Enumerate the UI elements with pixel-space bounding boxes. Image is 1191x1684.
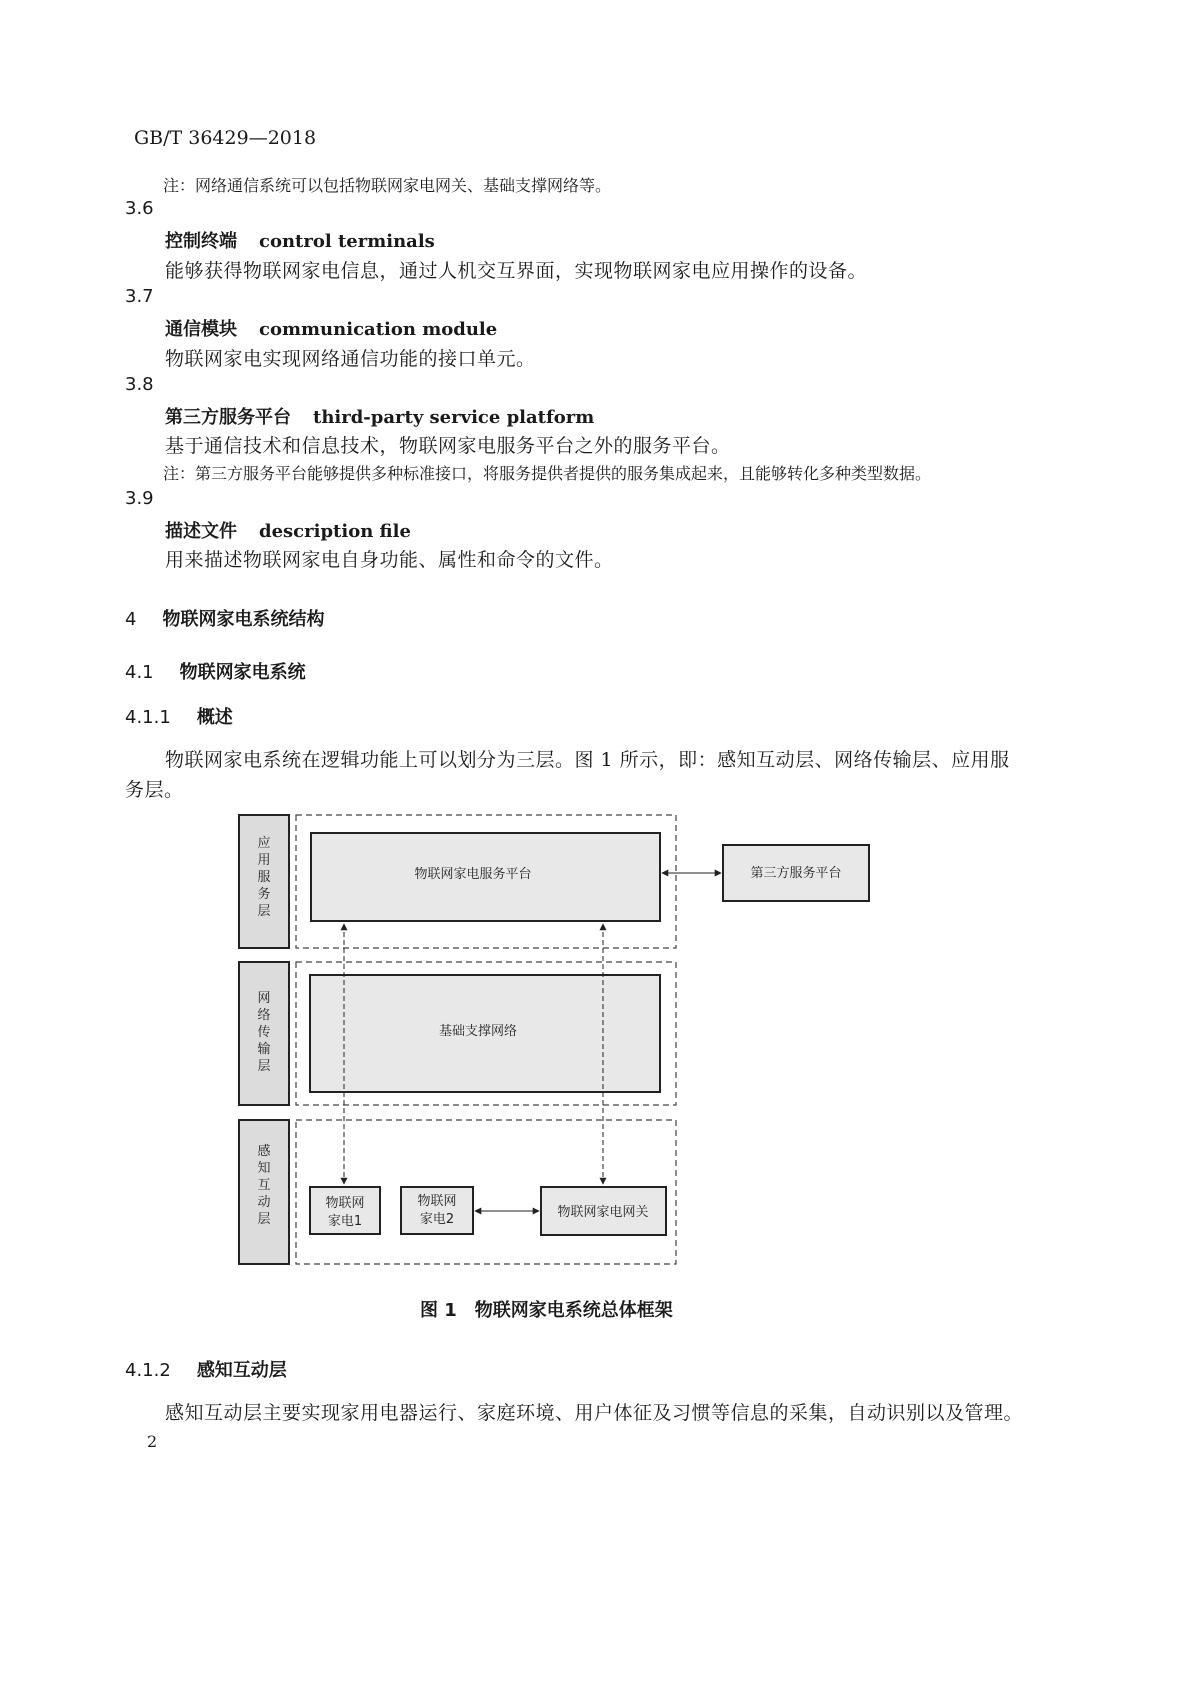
section-number: 4.1.2 (125, 1360, 171, 1381)
section-title: 物联网家电系统 (179, 662, 306, 683)
overview-paragraph-line1: 物联网家电系统在逻辑功能上可以划分为三层。图 1 所示，即：感知互动层、网络传输层、应用服 (165, 749, 1010, 771)
term-zh: 控制终端 (165, 231, 237, 252)
overview-paragraph-line2: 务层。 (125, 779, 184, 801)
note-3-8: 注：第三方服务平台能够提供多种标准接口，将服务提供者提供的服务集成起来，且能够转化多种类型数据。 (163, 464, 932, 483)
layer-net-char: 网 (257, 991, 271, 1006)
term-definition-3-9: 用来描述物联网家电自身功能、属性和命令的文件。 (165, 549, 614, 571)
term-en: control terminals (259, 231, 435, 252)
term-definition-3-8: 基于通信技术和信息技术，物联网家电服务平台之外的服务平台。 (165, 435, 731, 457)
term-en: third-party service platform (313, 407, 595, 428)
perception-paragraph: 感知互动层主要实现家用电器运行、家庭环境、用户体征及习惯等信息的采集，自动识别以及管理。 (165, 1402, 1024, 1424)
term-number-3-8: 3.8 (125, 374, 154, 395)
appliance-1-label-line2: 家电1 (327, 1214, 363, 1229)
layer-net-char: 层 (257, 1059, 271, 1074)
section-number: 4 (125, 609, 137, 630)
layer-perc-char: 知 (257, 1161, 271, 1176)
term-zh: 描述文件 (165, 521, 237, 542)
note-3-5: 注：网络通信系统可以包括物联网家电网关、基础支撑网络等。 (163, 176, 612, 195)
appliance-2-label-line1: 物联网 (417, 1194, 457, 1209)
term-number-3-7: 3.7 (125, 286, 154, 307)
term-en: description file (259, 521, 411, 542)
layer-app-char: 务 (257, 887, 271, 902)
section-number: 4.1 (125, 662, 154, 683)
layer-net-char: 传 (257, 1025, 271, 1040)
term-zh: 第三方服务平台 (165, 407, 291, 428)
appliance-2-label-line2: 家电2 (419, 1212, 455, 1227)
layer-perc-char: 感 (257, 1144, 271, 1159)
term-zh: 通信模块 (165, 319, 237, 340)
section-title: 概述 (196, 707, 233, 728)
third-party-label: 第三方服务平台 (750, 866, 842, 881)
layer-perc-char: 层 (257, 1212, 271, 1227)
figure-caption: 图 1 物联网家电系统总体框架 (420, 1300, 673, 1321)
gateway-label: 物联网家电网关 (557, 1205, 649, 1220)
layer-app-char: 服 (257, 870, 271, 885)
layer-perc-char: 动 (257, 1195, 271, 1210)
term-number-3-9: 3.9 (125, 488, 154, 509)
appliance-1-label-line1: 物联网 (325, 1196, 365, 1211)
page-number: 2 (147, 1432, 158, 1451)
section-title: 感知互动层 (196, 1360, 287, 1381)
section-4-1-2-heading (125, 1356, 287, 1382)
layer-app-char: 用 (257, 853, 271, 868)
layer-net-char: 络 (257, 1008, 271, 1023)
base-network-label: 基础支撑网络 (438, 1024, 518, 1039)
term-definition-3-6: 能够获得物联网家电信息，通过人机交互界面，实现物联网家电应用操作的设备。 (165, 260, 868, 282)
service-platform-label: 物联网家电服务平台 (414, 867, 532, 882)
term-number-3-6: 3.6 (125, 198, 154, 219)
layer-app-char: 层 (257, 904, 271, 919)
term-en: communication module (259, 319, 498, 340)
layer-perc-char: 互 (257, 1178, 271, 1193)
term-definition-3-7: 物联网家电实现网络通信功能的接口单元。 (165, 348, 536, 370)
section-number: 4.1.1 (125, 707, 171, 728)
layer-net-char: 输 (257, 1042, 271, 1057)
section-title: 物联网家电系统结构 (162, 609, 325, 630)
layer-app-char: 应 (257, 836, 271, 851)
standard-id: GB/T 36429—2018 (134, 127, 317, 149)
